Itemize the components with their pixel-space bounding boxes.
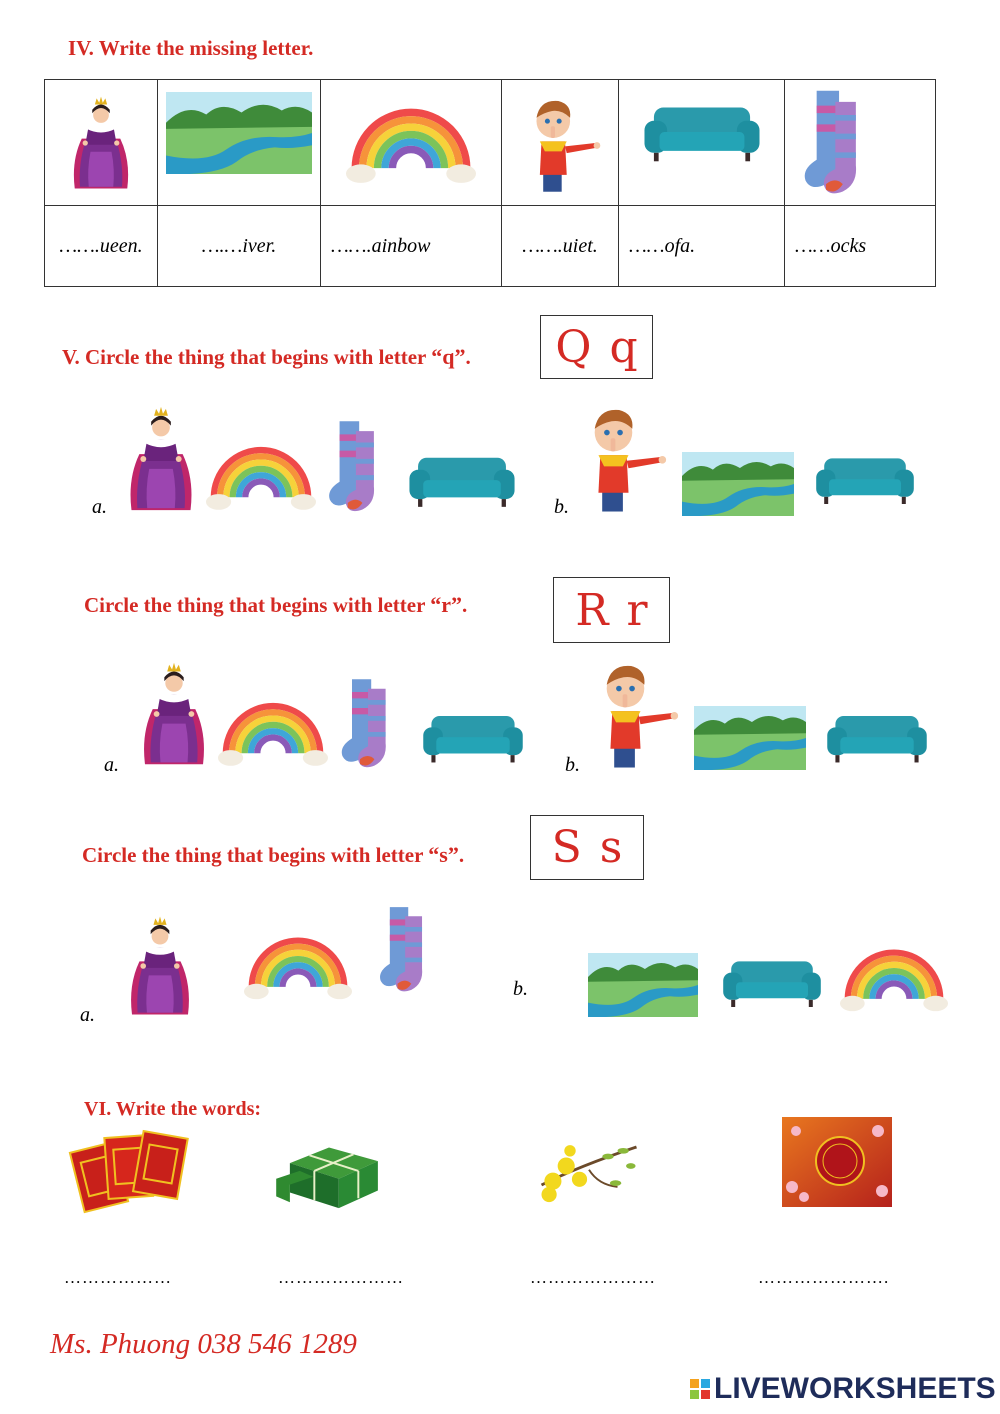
- cell-queen: [45, 80, 158, 206]
- option-b-label: b.: [565, 754, 580, 776]
- cell-socks: [785, 80, 936, 206]
- heading-text: Circle the thing that begins with letter: [82, 843, 429, 867]
- option-a-label: a.: [80, 1004, 95, 1026]
- option-b-label: b.: [513, 978, 528, 1000]
- section-r-heading: [84, 592, 467, 618]
- option-a-label: a.: [104, 754, 119, 776]
- queen-icon[interactable]: [118, 910, 202, 1022]
- river-icon[interactable]: [588, 953, 698, 1017]
- lower-letter: s: [599, 822, 623, 873]
- sofa-icon[interactable]: [812, 452, 918, 508]
- answer-blank-4[interactable]: ………………….: [758, 1268, 890, 1287]
- letter-box-q: [540, 315, 653, 379]
- rainbow-icon[interactable]: [244, 928, 352, 1004]
- socks-icon[interactable]: [372, 904, 446, 996]
- socks-icon[interactable]: [322, 418, 398, 516]
- letter-box-r: [553, 577, 670, 643]
- liveworksheets-logo[interactable]: [690, 1372, 996, 1406]
- heading-text: V. Circle the thing that begins with letter: [62, 345, 432, 369]
- word-socks: ……ocks: [785, 206, 936, 287]
- quiet-boy-icon[interactable]: [574, 398, 668, 516]
- section-6-heading: VI. Write the words:: [84, 1098, 262, 1120]
- tet-card-icon: [782, 1117, 892, 1207]
- heading-period: .: [465, 345, 471, 369]
- answer-blank-2[interactable]: …………………: [278, 1268, 404, 1287]
- rainbow-icon: [346, 101, 476, 185]
- river-icon: [166, 92, 312, 174]
- word-queen: …….ueen.: [45, 206, 158, 287]
- upper-letter: S: [551, 822, 582, 873]
- letter-box-s: [530, 815, 644, 880]
- answer-blank-1[interactable]: ………………: [64, 1268, 172, 1287]
- missing-letter-table: [44, 79, 936, 287]
- socks-icon: [797, 87, 883, 199]
- sofa-icon[interactable]: [406, 450, 518, 512]
- heading-period: .: [458, 843, 465, 867]
- upper-letter: Q: [555, 321, 592, 373]
- word-quiet: …….uiet.: [502, 206, 619, 287]
- cell-river: [158, 80, 321, 206]
- section-4-heading: IV. Write the missing letter.: [68, 36, 314, 60]
- lucky-money-icon: [68, 1124, 190, 1216]
- lower-letter: r: [626, 584, 648, 636]
- upper-letter: R: [575, 584, 609, 636]
- heading-text: Circle the thing that begins with letter: [84, 593, 431, 617]
- heading-letter: “r”: [430, 592, 463, 617]
- option-b-label: b.: [554, 496, 569, 518]
- word-river: ….…iver.: [158, 206, 321, 287]
- sofa-icon[interactable]: [420, 708, 526, 768]
- sofa-icon[interactable]: [720, 954, 824, 1012]
- river-icon[interactable]: [682, 452, 794, 516]
- word-sofa: ……ofa.: [619, 206, 785, 287]
- socks-icon[interactable]: [334, 676, 410, 772]
- word-rainbow: …….ainbow: [321, 206, 502, 287]
- heading-letter: “q”: [431, 344, 466, 369]
- option-a-label: a.: [92, 496, 107, 518]
- logo-mark-icon: [690, 1379, 710, 1399]
- section-5-heading: [62, 344, 471, 370]
- lower-letter: q: [609, 321, 638, 373]
- cell-sofa: [619, 80, 785, 206]
- answer-blank-3[interactable]: …………………: [530, 1268, 656, 1287]
- queen-icon[interactable]: [120, 400, 202, 518]
- section-s-heading: [82, 842, 464, 868]
- sofa-icon[interactable]: [824, 708, 930, 768]
- rainbow-icon[interactable]: [218, 692, 328, 772]
- quiet-boy-icon: [518, 87, 602, 199]
- quiet-boy-icon[interactable]: [586, 654, 680, 772]
- cell-quiet: [502, 80, 619, 206]
- banh-chung-icon: [270, 1124, 388, 1212]
- sofa-icon: [640, 100, 764, 166]
- apricot-blossom-icon: [530, 1128, 648, 1204]
- queen-icon: [66, 87, 136, 199]
- queen-icon[interactable]: [134, 656, 214, 772]
- heading-letter: “s”: [428, 842, 459, 867]
- heading-period: .: [462, 593, 468, 617]
- rainbow-icon[interactable]: [840, 940, 948, 1016]
- teacher-signature: Ms. Phuong 038 546 1289: [50, 1328, 357, 1360]
- rainbow-icon[interactable]: [206, 436, 316, 516]
- logo-text: LIVEWORKSHEETS: [714, 1372, 996, 1405]
- river-icon[interactable]: [694, 706, 806, 770]
- cell-rainbow: [321, 80, 502, 206]
